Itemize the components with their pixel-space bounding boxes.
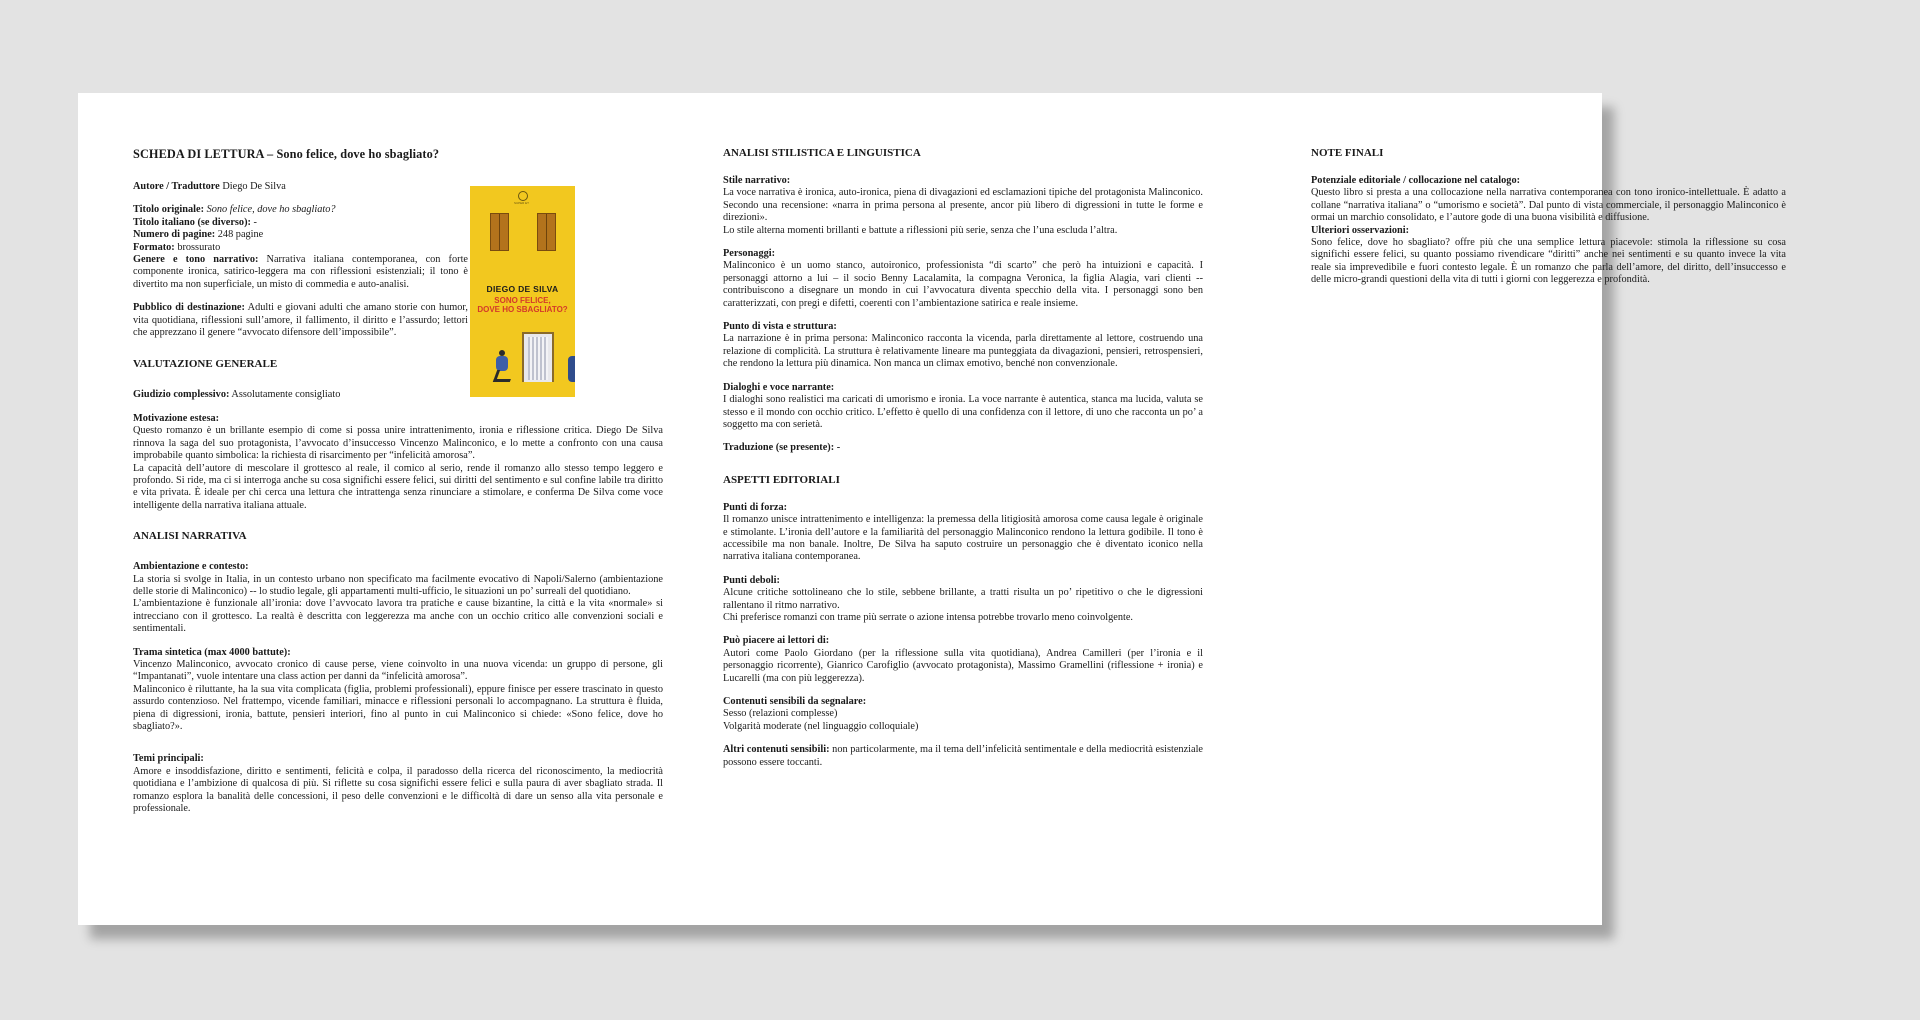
contenuti-sensibili-item-2: Volgarità moderate (nel linguaggio colloquiale) <box>723 720 919 732</box>
stile-paragraph-2: Lo stile alterna momenti brillanti e battute a riflessioni più serie, senza che l’una escluda l’altra. <box>723 224 1118 236</box>
personaggi-paragraph: Malinconico è un uomo stanco, autoironico, professionista “di scarto” che però ha intuizioni e capacità. I personaggi attorno a lui – il socio Benny Lacalamita, la compagna Veronica, la figlia Alagia, vari clienti -- contribuiscono a disegnare un mondo in cui l’avvocatura diventa specchio della vita. I personaggi sono ben caratterizzati, con pregi e difetti, coerenti con l’ambientazione satirica e reale insieme. <box>723 260 1203 309</box>
dialoghi-label: Dialoghi e voce narrante: <box>723 381 835 393</box>
dialoghi-paragraph: I dialoghi sono realistici ma caricati di umorismo e ironia. La voce narrante è autentica, stanca ma lucida, valuta se stesso e il mondo con occhio critico. L’effetto è quello di una confidenza con il lettore, di uno che racconta un po’ a soggetto ma con serietà. <box>723 394 1203 430</box>
piacere-label: Può piacere ai lettori di: <box>723 635 830 647</box>
punti-deboli-paragraph-1: Alcune critiche sottolineano che lo stile, sebbene brillante, a tratti risulta un po’ ripetitivo o che le digressioni rallentano il ritmo narrativo. <box>723 587 1203 611</box>
trama-label: Trama sintetica (max 4000 battute): <box>133 646 291 658</box>
punti-deboli-label: Punti deboli: <box>723 574 780 586</box>
contenuti-sensibili-item-1: Sesso (relazioni complesse) <box>723 708 838 720</box>
punto-di-vista-paragraph: La narrazione è in prima persona: Malinconico racconta la vicenda, parla direttamente al lettore, costruendo una relazione di complicità. La struttura è relativamente lineare ma punteggiata da divagazioni, pensieri, retrospensieri, che rendono la lettura più dinamica. Non manca un climax emotivo, benché non convenzionale. <box>723 333 1203 370</box>
publisher-logo-icon <box>518 191 528 201</box>
osservazioni-label: Ulteriori osservazioni: <box>1311 224 1410 236</box>
section-heading-editoriali: ASPETTI EDITORIALI <box>723 473 840 486</box>
info-formato: Formato: brossurato <box>133 241 221 253</box>
section-heading-stilistica: ANALISI STILISTICA E LINGUISTICA <box>723 147 921 159</box>
cover-author: DIEGO DE SILVA <box>486 284 559 294</box>
punti-forza-paragraph: Il romanzo unisce intrattenimento e intelligenza: la premessa della litigiosità amorosa come causa legale è originale e stimolante. L’ironia dell’autore e la familiarità del personaggio Malinconico rendono la lettura godibile. Il tono è accessibile ma non banale. Inoltre, De Silva ha saputo costruire un personaggio che è diventato iconico nella narrativa italiana contemporanea. <box>723 514 1203 563</box>
info-pubblico: Pubblico di destinazione: Adulti e giovani adulti che amano storie con humor, vita quotidiana, riflessioni sull’amore, il fallimento, il diritto e l’assurdo; lettori che apprezzano il genere “avvocato difensore dell’impossibile”. <box>133 302 468 339</box>
column-right <box>1311 147 1786 287</box>
ambientazione-paragraph-2: L’ambientazione è funzionale all’ironia: dove l’avvocato lavora tra pratiche e cause bizantine, la città e la vita «normale» si intrecciano con il grottesco. La realtà è descritta con leggerezza ma anche con un occhio critico alle convenzioni sociali e sentimentali. <box>133 598 663 635</box>
info-genere: Genere e tono narrativo: Narrativa italiana contemporanea, con forte componente ironica, satirico-leggera ma con riflessioni esistenziali; il tono è divertito ma non superficiale, un misto di commedia e auto-analisi. <box>133 254 468 290</box>
stile-label: Stile narrativo: <box>723 175 791 186</box>
piacere-paragraph: Autori come Paolo Giordano (per la riflessione sulla vita quotidiana), Andrea Camilleri (per l’ironia e il personaggio ricorrente), Gianrico Carofiglio (avvocato protagonista), Massimo Gramellini (riflessione + ironia) e Lucarelli (ma con più leggerezza). <box>723 647 1203 684</box>
traduzione-label: Traduzione (se presente): - <box>723 442 841 454</box>
personaggi-label: Personaggi: <box>723 248 776 260</box>
section-heading-narrativa: ANALISI NARRATIVA <box>133 530 247 543</box>
osservazioni-paragraph: Sono felice, dove ho sbagliato? offre più che una semplice lettura piacevole: stimola la riflessione su cosa significhi essere felici, su quanto possiamo rivendicare “diritti” anche nei sentimenti e su quanto invece la vita reale sia imprevedibile e fuori contesto legale. È un romanzo che parla dell’amore, del diritto, dell’insuccesso e delle micro-grandi questioni della vita di tutti i giorni con leggerezza e profondità. <box>1311 237 1786 286</box>
altri-contenuti: Altri contenuti sensibili: non particolarmente, ma il tema dell’infelicità sentimentale e della mediocrità esistenziale possono essere toccanti. <box>723 744 1203 768</box>
jumping-figure-illustration <box>494 350 510 382</box>
temi-label: Temi principali: <box>133 753 204 765</box>
info-pagine: Numero di pagine: 248 pagine <box>133 229 264 241</box>
cover-title: SONO FELICE, DOVE HO SBAGLIATO? <box>477 296 568 314</box>
contenuti-sensibili-label: Contenuti sensibili da segnalare: <box>723 696 867 707</box>
giudizio-complessivo: Giudizio complessivo: Assolutamente consigliato <box>133 389 341 401</box>
ambientazione-paragraph-1: La storia si svolge in Italia, in un contesto urbano non specificato ma facilmente evocativo di Napoli/Salerno (ambientazione delle storie di Malinconico) -- lo studio legale, gli appartamenti multi-ufficio, le situazioni un po’ surreali del quotidiano. <box>133 573 663 597</box>
stile-paragraph-1: La voce narrativa è ironica, auto-ironica, piena di divagazioni ed esclamazioni tipiche del protagonista Malinconico. Secondo una recensione: «narra in prima persona al presente, ancor più libero di digressioni in tutte le forme e direzioni». <box>723 187 1203 224</box>
column-middle <box>723 147 1203 769</box>
info-titolo-originale: Titolo originale: Sono felice, dove ho sbagliato? <box>133 204 336 216</box>
section-heading-valutazione: VALUTAZIONE GENERALE <box>133 358 278 371</box>
window-shutter-icon <box>490 213 509 251</box>
trama-paragraph-1: Vincenzo Malinconico, avvocato cronico di cause perse, viene coinvolto in una nuova vicenda: un gruppo di persone, gli “Impantanati”, vuole intentare una class action per danni da “infelicità amorosa”. <box>133 658 663 683</box>
punti-forza-label: Punti di forza: <box>723 501 788 513</box>
door-illustration <box>522 332 554 382</box>
motivazione-label: Motivazione estesa: <box>133 412 220 424</box>
document-spread <box>78 93 1786 925</box>
info-titolo-italiano: Titolo italiano (se diverso): - <box>133 216 257 228</box>
temi-paragraph: Amore e insoddisfazione, diritto e sentimenti, felicità e colpa, il paradosso della ricerca del riconoscimento, la mediocrità quotidiana e l’ambizione di qualcosa di più. Si riflette su cosa significhi essere felici e sulla paura di aver sbagliato strada. Il romanzo esplora la banalità delle concessioni, il peso delle convenzioni e le difficoltà di dare un senso alla vita personale e professionale. <box>133 765 663 815</box>
book-info <box>133 181 468 339</box>
window-shutter-icon <box>537 213 556 251</box>
potenziale-paragraph: Questo libro si presta a una collocazione nella narrativa contemporanea con tono ironico-intellettuale. È adatto a collane “narrativa italiana” o “umorismo e società”. Dal punto di vista commerciale, il personaggio Malinconico è ormai un marchio consolidato, e l’autore gode di una buona visibilità e diffusione. <box>1311 187 1786 224</box>
potenziale-label: Potenziale editoriale / collocazione nel catalogo: <box>1311 175 1521 186</box>
document-title: SCHEDA DI LETTURA – Sono felice, dove ho sbagliato? <box>133 147 440 161</box>
publisher-label: SUPER ET <box>514 201 530 205</box>
punto-di-vista-label: Punto di vista e struttura: <box>723 321 837 333</box>
trama-paragraph-2: Malinconico è riluttante, ha la sua vita complicata (figlia, problemi professionali), eppure finisce per essere trascinato in questo assurdo contenzioso. Nel frattempo, vicende familiari, minacce e riflessioni personali lo accompagnano. La struttura è fluida, piena di digressioni, ironia, battute, pensieri interiori, fino al punto in cui Malinconico si chiede: «Sono felice, dove ho sbagliato?». <box>133 683 663 732</box>
figure-illustration <box>568 356 575 382</box>
motivazione-paragraph-2: La capacità dell’autore di mescolare il grottesco al reale, il comico al serio, rende il romanzo allo stesso tempo leggero e profondo. Si ride, ma ci si interroga anche su cosa significhi essere felici, sui diritti del sentimento e sul confine labile tra diritto e vita privata. È ideale per chi cerca una lettura che intrattenga senza rinunciare a stimolare, e conferma De Silva come voce intelligente della narrativa italiana attuale. <box>133 462 663 511</box>
ambientazione-label: Ambientazione e contesto: <box>133 561 249 573</box>
motivazione-paragraph-1: Questo romanzo è un brillante esempio di come si possa unire intrattenimento, ironia e riflessione critica. Diego De Silva rinnova la saga del suo protagonista, l’avvocato d’insuccesso Vincenzo Malinconico, e lo mette a confronto con una causa improbabile quanto simbolica: la richiesta di risarcimento per “infelicità amorosa”. <box>133 425 663 462</box>
info-autore: Autore / Traduttore Diego De Silva <box>133 181 286 192</box>
book-cover-image <box>470 186 575 397</box>
punti-deboli-paragraph-2: Chi preferisce romanzi con trame più serrate o azione intensa potrebbe trovarlo meno coinvolgente. <box>723 611 1133 623</box>
section-heading-note: NOTE FINALI <box>1311 147 1384 159</box>
column-left <box>133 147 663 815</box>
